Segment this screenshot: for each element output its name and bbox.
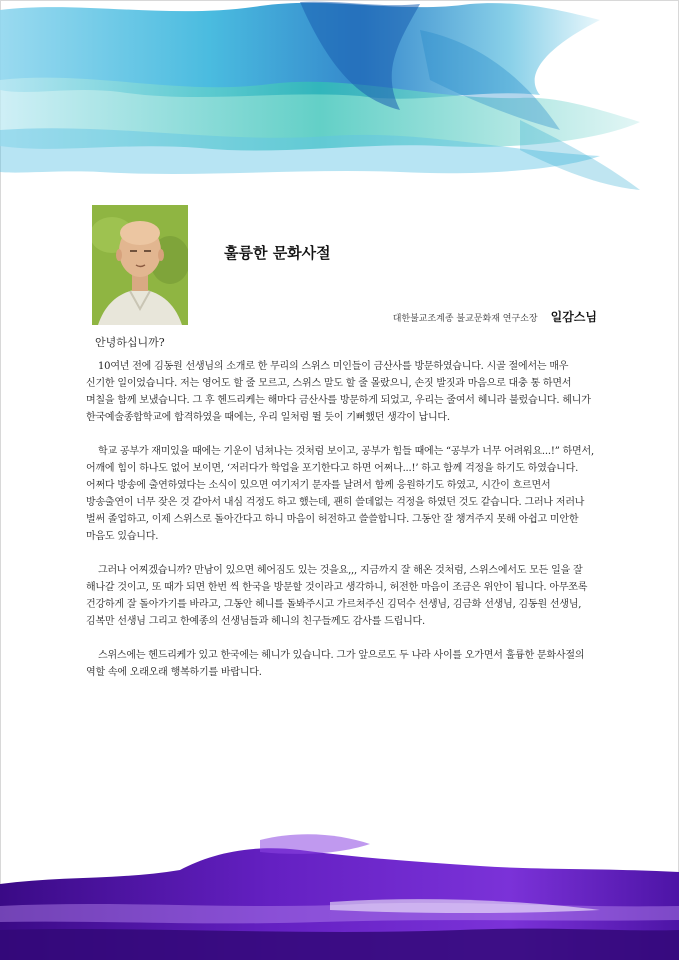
author-byline (393, 306, 597, 325)
author-name: 일감스님 (550, 310, 597, 324)
greeting: 안녕하십니까? (95, 336, 165, 349)
author-affiliation: 대한불교조계종 불교문화재 연구소장 (392, 314, 538, 324)
body-paragraph-3: 그러나 어찌겠습니까? 만남이 있으면 헤어짐도 있는 것을요,,, 지금까지 잘 해온 것처럼, 스위스에서도 모든 일을 잘 해나갈 것이고, 또 때가 되면 한번 씩 한국을 방문할 것이라고 생각하니, 허전한 마음이 조금은 위안이 됩니다. 아무쪼록 건강하게 잘 돌아가기를 바라고, 그동안 헤니를 돌봐주시고 가르쳐주신 김덕수 선생님, 김금화 선생님, 김동원 선생님, 김복만 선생님 그리고 한예종의 선생님들과 헤니의 친구들께도 감사를 드립니다. (86, 565, 588, 627)
article-title: 훌륭한 문화사절 (224, 244, 331, 262)
body-paragraph-1: 10여년 전에 김동원 선생님의 소개로 한 무리의 스위스 미인들이 금산사를 방문하였습니다. 시골 절에서는 매우 신기한 일이었습니다. 저는 영어도 할 줄 모르고, 스위스 말도 할 줄 몰랐으니, 손짓 발짓과 마음으로 대충 통 하면서 며칠을 함께 보냈습니다. 그 후 헨드리케는 해마다 금산사를 방문하게 되었고, 우리는 줄여서 헤니라 불렀습니다. 헤니가 한국예술종합학교에 합격하였을 때에는, 우리 일처럼 뛸 듯이 기뻐했던 생각이 납니다. (86, 361, 591, 423)
article-body (86, 358, 594, 698)
author-photo (92, 205, 188, 325)
body-paragraph-4: 스위스에는 헨드리케가 있고 한국에는 헤니가 있습니다. 그가 앞으로도 두 나라 사이를 오가면서 훌륭한 문화사절의 역할 속에 오래오래 행복하기를 바랍니다. (86, 650, 585, 678)
body-paragraph-2: 학교 공부가 재미있을 때에는 기운이 넘쳐나는 것처럼 보이고, 공부가 힘들 때에는 “공부가 너무 어려워요...!” 하면서, 어깨에 힘이 하나도 없어 보이면, ‘저러다가 학업을 포기한다고 하면 어쩌나...!’ 하고 함께 걱정을 하기도 하였습니다. 어쩌다 방송에 출연하였다는 소식이 있으면 여기저기 문자를 날려서 함께 응원하기도 하였고, 시간이 흐르면서 방송출연이 너무 잦은 것 같아서 내심 걱정도 하고 했는데, 괜히 쓸데없는 걱정을 하였던 것도 같습니다. 그러나 저러나 벌써 졸업하고, 이제 스위스로 돌아간다고 하니 마음이 허전하고 쓸쓸합니다. 그동안 잘 챙겨주지 못해 아쉽고 미안한 마음도 있습니다. (86, 446, 594, 542)
